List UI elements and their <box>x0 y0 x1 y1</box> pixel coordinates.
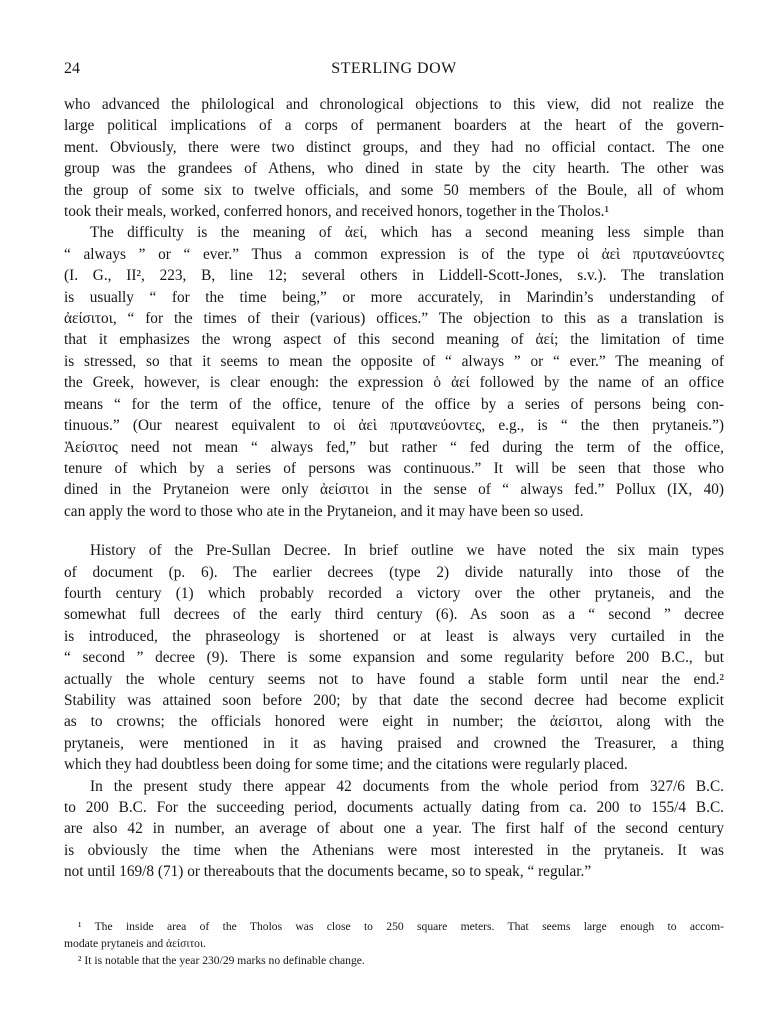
text-line: are also 42 in number, an average of about one a year. The first half of the second century <box>64 820 724 838</box>
text-line: means “ for the term of the office, tenure of the office by a series of persons being con- <box>64 395 724 413</box>
text-line: Stability was attained soon before 200; by that date the second decree had become explicit <box>64 691 724 709</box>
text-line: group was the grandees of Athens, who dined in state by the city hearth. The other was <box>64 160 724 178</box>
page-header <box>64 60 724 80</box>
page-number: 24 <box>64 60 80 77</box>
text-line: ἀείσιτοι, “ for the times of their (various) offices.” The objection to this as a translation is <box>64 310 724 328</box>
text-line: is stressed, so that it seems to mean the opposite of “ always ” or “ ever.” The meaning of <box>64 352 724 370</box>
footnote <box>64 952 724 969</box>
paragraph <box>64 776 724 883</box>
text-line: took their meals, worked, conferred honors, and received honors, together in the Tholos.¹ <box>64 203 610 221</box>
text-line: to 200 B.C. For the succeeding period, documents actually dating from ca. 200 to 155/4 B.C. <box>64 799 724 816</box>
body-text <box>64 94 724 883</box>
text-line: tinuous.” (Our nearest equivalent to οἱ ἀεὶ πρυτανεύοντες, e.g., is “ the then prytaneis.”) <box>64 417 724 435</box>
text-line: Ἀείσιτος need not mean “ always fed,” but rather “ fed during the term of the office, <box>64 438 724 456</box>
text-line: dined in the Prytaneion were only ἀείσιτοι in the sense of “ always fed.” Pollux (IX, 40) <box>64 481 724 499</box>
footnote <box>64 918 724 952</box>
text-line: “ second ” decree (9). There is some expansion and some regularity before 200 B.C., but <box>64 649 724 667</box>
text-line: which they had doubtless been doing for some time; and the citations were regularly placed. <box>64 756 628 774</box>
text-line: History of the Pre-Sullan Decree. In brief outline we have noted the six main types <box>90 542 724 560</box>
text-line: not until 169/8 (71) or thereabouts that the documents became, so to speak, “ regular.” <box>64 863 592 881</box>
text-line: somewhat full decrees of the early third century (6). As soon as a “ second ” decree <box>64 606 724 624</box>
text-line: the group of some six to twelve officials, and some 50 members of the Boule, all of whom <box>64 181 724 199</box>
text-line: fourth century (1) which probably recorded a victory over the other prytaneis, and the <box>64 584 724 602</box>
paragraph-gap <box>64 522 724 540</box>
text-line: prytaneis, were mentioned in it as having praised and crowned the Treasurer, a thing <box>64 734 724 752</box>
text-line: of document (p. 6). The earlier decrees (type 2) divide naturally into those of the <box>64 563 724 581</box>
text-line: actually the whole century seems not to have found a stable form until near the end.² <box>64 670 724 688</box>
text-line: that it emphasizes the wrong aspect of this second meaning of ἀεί; the limitation of time <box>64 331 724 349</box>
footnotes <box>64 918 724 969</box>
text-line: large political implications of a corps of permanent boarders at the heart of the govern- <box>64 117 724 135</box>
text-line: who advanced the philological and chronological objections to this view, did not realize the <box>64 96 724 113</box>
text-line: “ always ” or “ ever.” Thus a common expression is of the type οἱ ἀεὶ πρυτανεύοντες <box>64 245 724 263</box>
text-line: the Greek, however, is clear enough: the expression ὁ ἀεί followed by the name of an office <box>64 374 724 392</box>
text-line: tenure of which by a series of persons was continuous.” It will be seen that those who <box>64 459 724 477</box>
footnote-line: ² It is notable that the year 230/29 marks no definable change. <box>78 954 365 967</box>
text-line: as to crowns; the officials honored were eight in number; the ἀείσιτοι, along with the <box>64 713 724 731</box>
text-line: is usually “ for the time being,” or more accurately, in Marindin’s understanding of <box>64 288 724 306</box>
paragraph <box>64 222 724 522</box>
text-line: ment. Obviously, there were two distinct groups, and they had no official contact. The one <box>64 138 724 156</box>
text-line: can apply the word to those who ate in the Prytaneion, and it may have been so used. <box>64 502 584 520</box>
text-line: is introduced, the phraseology is shortened or at least is always very curtailed in the <box>64 627 724 645</box>
footnote-line: modate prytaneis and ἀείσιτοι. <box>64 937 206 950</box>
text-line: In the present study there appear 42 documents from the whole period from 327/6 B.C. <box>90 777 724 795</box>
text-line: The difficulty is the meaning of ἀεί, which has a second meaning less simple than <box>90 224 724 242</box>
paragraph <box>64 94 724 222</box>
text-line: (I. G., II², 223, B, line 12; several others in Liddell-Scott-Jones, s.v.). The translation <box>64 267 724 285</box>
text-line: is obviously the time when the Athenians were most interested in the prytaneis. It was <box>64 841 724 859</box>
footnote-line: ¹ The inside area of the Tholos was close to 250 square meters. That seems large enough to accom- <box>78 920 724 933</box>
running-head: STERLING DOW <box>331 60 457 77</box>
paragraph <box>64 540 724 775</box>
